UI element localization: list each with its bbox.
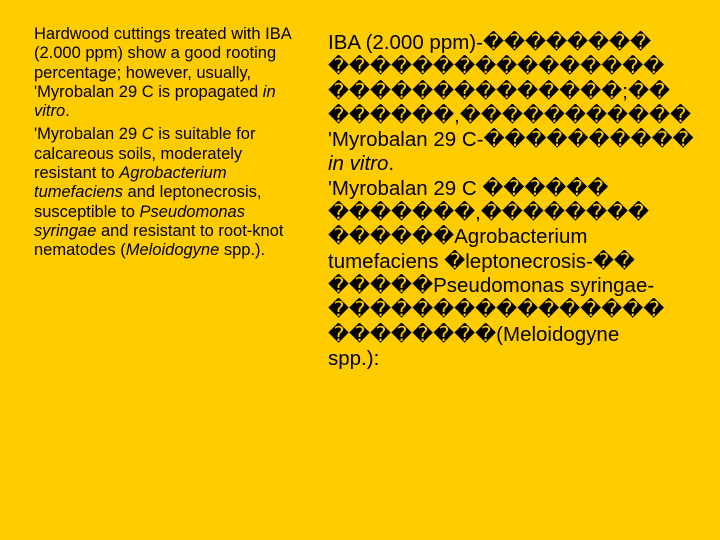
italic-run: Agrobacterium tumefaciens	[34, 164, 227, 202]
english-paragraph-iba	[34, 25, 296, 121]
translated-line: 'Myrobalan 29 C-����������	[328, 128, 694, 152]
translated-line-italic	[328, 152, 720, 176]
translated-line: �������,��������	[328, 201, 650, 225]
translated-line: ����������������	[328, 298, 665, 322]
translated-line: spp.):	[328, 346, 380, 370]
english-text-column	[34, 25, 296, 265]
english-paragraph-suitability	[34, 125, 296, 260]
translated-line: ����������������	[328, 55, 665, 79]
text-run: .	[388, 152, 395, 176]
translated-line: 'Myrobalan 29 C ������	[328, 176, 609, 200]
italic-run: C	[141, 125, 154, 144]
translated-line: ������,�����������	[328, 103, 692, 127]
translated-text-column	[328, 31, 720, 531]
text-run: spp.).	[219, 241, 266, 260]
italic-run: in vitro	[328, 152, 389, 176]
text-run: 'Myrobalan 29	[34, 125, 142, 144]
translated-line: IBA (2.000 ppm)-��������	[328, 31, 652, 54]
translated-line: tumefaciens �leptonecrosis-��	[328, 249, 635, 273]
translated-line: �����Pseudomonas syringae-	[328, 273, 655, 297]
text-run: is suitable for calcareous soils, moderately resistant to	[34, 125, 256, 183]
text-run: and leptonecrosis, susceptible to	[34, 183, 262, 221]
translated-line: ��������(Meloidogyne	[328, 322, 620, 346]
italic-run: in vitro	[34, 82, 276, 121]
italic-run: Pseudomonas syringae	[34, 202, 245, 240]
text-run: and resistant to root-knot nematodes (	[34, 221, 284, 260]
text-run: .	[65, 102, 70, 121]
italic-run: Meloidogyne	[125, 241, 220, 260]
translated-line: ������Agrobacterium	[328, 225, 588, 249]
translated-line: ��������������;��	[328, 79, 671, 103]
text-run: Hardwood cuttings treated with IBA (2.000 ppm) show a good rooting percentage; however, usually, 'Myrobalan 29 C is propagated	[34, 25, 291, 101]
